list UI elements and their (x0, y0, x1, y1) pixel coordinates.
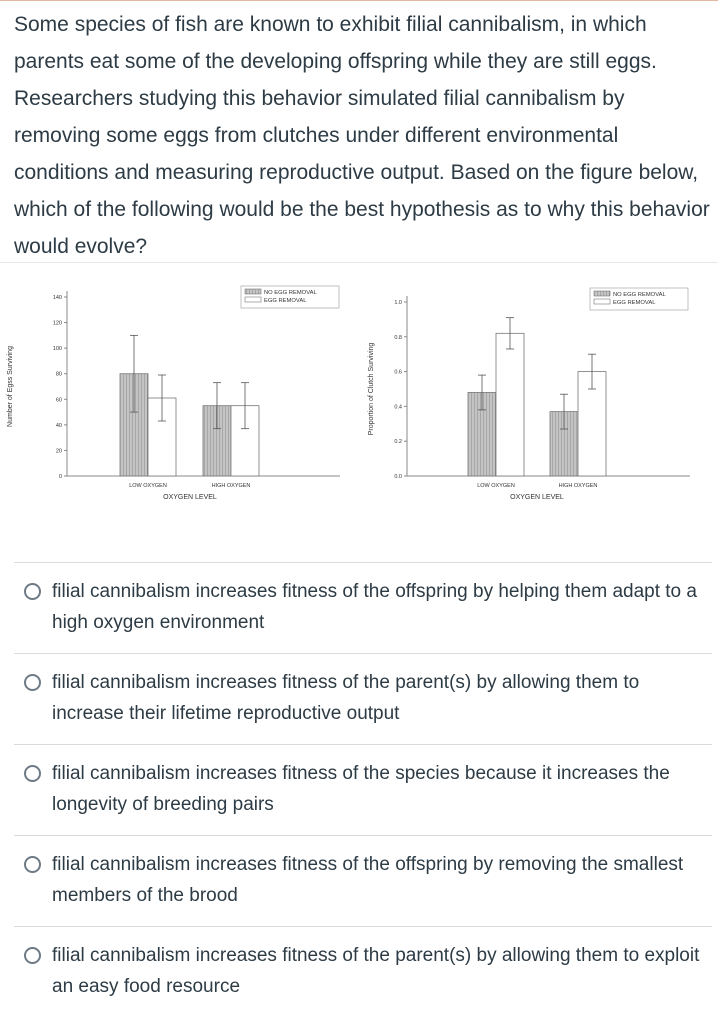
legend-swatch (245, 289, 261, 294)
y-tick-label: 100 (52, 346, 62, 353)
category-label: HIGH OXYGEN (558, 483, 598, 489)
legend (241, 286, 339, 308)
answer-text: filial cannibalism increases fitness of the parent(s) by allowing them to increase their lifetime reproductive output (52, 672, 640, 724)
y-axis-label: Number of Egss Surviving (7, 346, 14, 427)
answer-option-5[interactable] (14, 926, 712, 1017)
answer-text: filial cannibalism increases fitness of the parent(s) by allowing them to exploit an easy food resource (52, 945, 700, 997)
question-divider (0, 262, 718, 263)
y-tick-label: 0 (58, 474, 62, 480)
y-tick-label: 40 (55, 422, 62, 429)
y-tick-label: 0.0 (394, 474, 402, 480)
y-tick-label: 0.2 (394, 439, 402, 446)
top-border (0, 0, 718, 1)
legend-swatch (245, 297, 261, 302)
legend-label: EGG REMOVAL (264, 298, 307, 304)
y-tick-label: 20 (55, 448, 62, 455)
answer-option-3[interactable] (14, 744, 712, 835)
answer-text: filial cannibalism increases fitness of the offspring by helping them adapt to a high oxygen environment (52, 581, 697, 633)
category-label: LOW OXYGEN (477, 483, 515, 489)
category-label: HIGH OXYGEN (211, 483, 251, 489)
y-tick-label: 140 (52, 295, 62, 301)
legend-label: EGG REMOVAL (613, 300, 656, 306)
legend-swatch (594, 291, 610, 296)
answer-list (14, 562, 712, 1017)
legend-label: NO EGG REMOVAL (264, 290, 317, 296)
legend-label: NO EGG REMOVAL (613, 292, 666, 298)
radio-button[interactable] (24, 583, 41, 600)
legend (590, 288, 688, 310)
answer-option-4[interactable] (14, 835, 712, 926)
y-tick-label: 0.6 (394, 369, 402, 376)
y-tick-label: 120 (52, 320, 62, 327)
answer-text: filial cannibalism increases fitness of the offspring by removing the smallest members of the brood (52, 854, 684, 906)
radio-button[interactable] (24, 856, 41, 873)
category-label: LOW OXYGEN (129, 483, 167, 489)
y-tick-label: 60 (55, 397, 62, 404)
figure (0, 270, 718, 530)
radio-button[interactable] (24, 947, 41, 964)
bar (496, 333, 524, 476)
answer-option-2[interactable] (14, 653, 712, 744)
answer-text: filial cannibalism increases fitness of the species because it increases the longevity of breeding pairs (52, 763, 670, 815)
y-tick-label: 80 (55, 371, 62, 378)
radio-button[interactable] (24, 765, 41, 782)
y-tick-label: 0.4 (394, 404, 402, 411)
figure-svg (0, 270, 718, 530)
question-text: Some species of fish are known to exhibit filial cannibalism, in which parents eat some of the developing offspring while they are still eggs. Researchers studying this behavior simulated filial cannibalism by removing some eggs from clutches under different environmental conditions and measuring reproductive output. Based on the figure below, which of the following would be the best hypothesis as to why this behavior would evolve? (14, 13, 710, 258)
y-tick-label: 1.0 (394, 300, 402, 306)
chart-number-surviving (7, 286, 340, 501)
x-axis-label: OXYGEN LEVEL (163, 494, 217, 501)
radio-button[interactable] (24, 674, 41, 691)
answer-option-1[interactable] (14, 562, 712, 653)
chart-proportion-surviving (368, 288, 690, 501)
y-axis-label: Proportion of Clutch Surviving (368, 342, 375, 436)
x-axis-label: OXYGEN LEVEL (510, 494, 564, 501)
y-tick-label: 0.8 (394, 334, 402, 341)
legend-swatch (594, 299, 610, 304)
